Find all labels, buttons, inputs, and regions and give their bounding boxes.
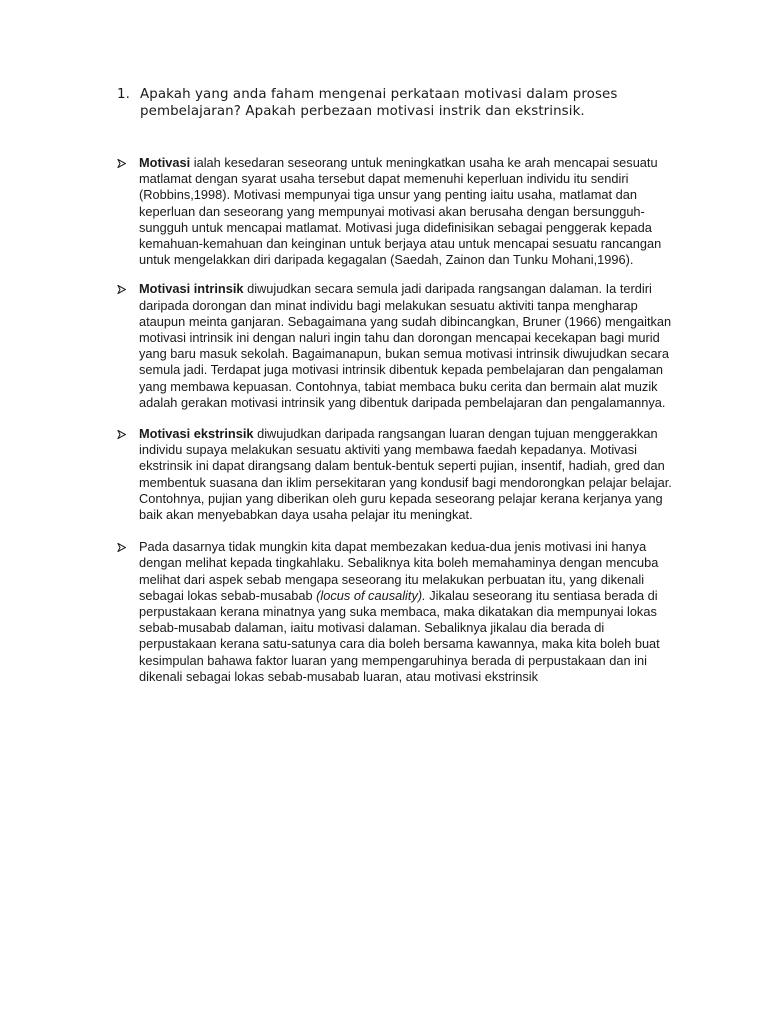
arrowhead-bullet-icon (117, 281, 129, 294)
bullet-term: Motivasi intrinsik (139, 281, 244, 297)
bullet-body: diwujudkan daripada rangsangan luaran dengan tujuan menggerakkan individu supaya melakukan sesuatu aktiviti yang membawa faedah kepadanya. Motivasi ekstrinsik ini dapat dirangsang dalam bentuk-bentuk seperti pujian, insentif, hadiah, gred dan membentuk suasana dan iklim persekitaran yang kondusif bagi mendorongkan pelajar belajar. Contohnya, pujian yang diberikan oleh guru kepada seseorang pelajar kerana kerjanya yang baik akan menyebabkan daya usaha pelajar itu meningkat. (139, 426, 672, 523)
bullet-term: Motivasi (139, 155, 191, 170)
bullet-body: diwujudkan secara semula jadi daripada rangsangan dalaman. Ia terdiri daripada dorongan dan minat individu bagi melakukan sesuatu aktiviti tanpa mengharap ataupun meinta ganjaran. Sebagaimana yang sudah dibincangkan, Bruner (1966) mengaitkan motivasi intrinsik ini dengan naluri ingin tahu dan dorongan mencapai kecekapan bagi murid yang baru masuk sekolah. Bagaimanapun, bukan semua motivasi intrinsik diwujudkan secara semula jadi. Terdapat juga motivasi intrinsik dibentuk kepada pembelajaran dan pengalaman yang membawa kepuasan. Contohnya, tabiat membaca buku cerita dan bermain alat muzik adalah gerakan motivasi intrinsik yang dibentuk daripada pembelajaran dan pengalamannya. (139, 281, 672, 410)
arrowhead-bullet-icon (117, 426, 129, 439)
question-text: Apakah yang anda faham mengenai perkataan motivasi dalam proses pembelajaran? Apakah perbezaan motivasi instrik dan ekstrinsik. (140, 87, 618, 119)
locus-of-causality-term: (locus of causality). (316, 587, 426, 603)
arrowhead-bullet-icon (117, 539, 129, 552)
bullet-body-after: Jikalau seseorang itu sentiasa berada di perpustakaan kerana minatnya yang suka membaca, maka dikatakan dia mempunyai lokas sebab-musabab dalaman, iaitu motivasi dalaman. Sebaliknya jikalau dia berada di perpustakaan kerana satu-satunya cara dia boleh bersama kawannya, maka kita boleh buat kesimpulan bahawa faktor luaran yang mempengaruhinya berada di perpustakaan dan ini dikenali sebagai lokas sebab-musabab luaran, atau motivasi ekstrinsik (139, 587, 660, 684)
bullet-motivasi-intrinsik (117, 281, 677, 411)
question-1 (117, 86, 657, 120)
bullet-term: Motivasi ekstrinsik (139, 426, 254, 442)
bullet-body: ialah kesedaran seseorang untuk meningkatkan usaha ke arah mencapai sesuatu matlamat dengan syarat usaha tersebut dapat memenuhi keperluan individu itu sendiri (Robbins,1998). Motivasi mempunyai tiga unsur yang penting iaitu usaha, matlamat dan keperluan dan seseorang yang mempunyai motivasi akan berusaha dengan bersungguh-sungguh untuk mencapai matlamat. Motivasi juga didefinisikan sebagai penggerak kepada kemahuan-kemahuan dan keinginan untuk berjaya atau untuk mencapai sesuatu rancangan untuk mengelakkan diri daripada kegagalan (Saedah, Zainon dan Tunku Mohani,1996). (139, 155, 662, 268)
bullet-pada-dasarnya (117, 539, 677, 685)
arrowhead-bullet-icon (117, 155, 129, 168)
bullet-body-before: Pada dasarnya tidak mungkin kita dapat membezakan kedua-dua jenis motivasi ini hanya dengan melihat kepada tingkahlaku. Sebaliknya kita boleh memahaminya dengan mencuba melihat dari aspek sebab mengapa seseorang itu melakukan perbuatan itu, yang dikenali sebagai lokas sebab-musabab (139, 539, 659, 603)
bullet-motivasi (117, 155, 677, 268)
bullet-motivasi-ekstrinsik (117, 426, 677, 523)
bullet-list (117, 155, 677, 702)
question-number: 1. (117, 87, 130, 102)
